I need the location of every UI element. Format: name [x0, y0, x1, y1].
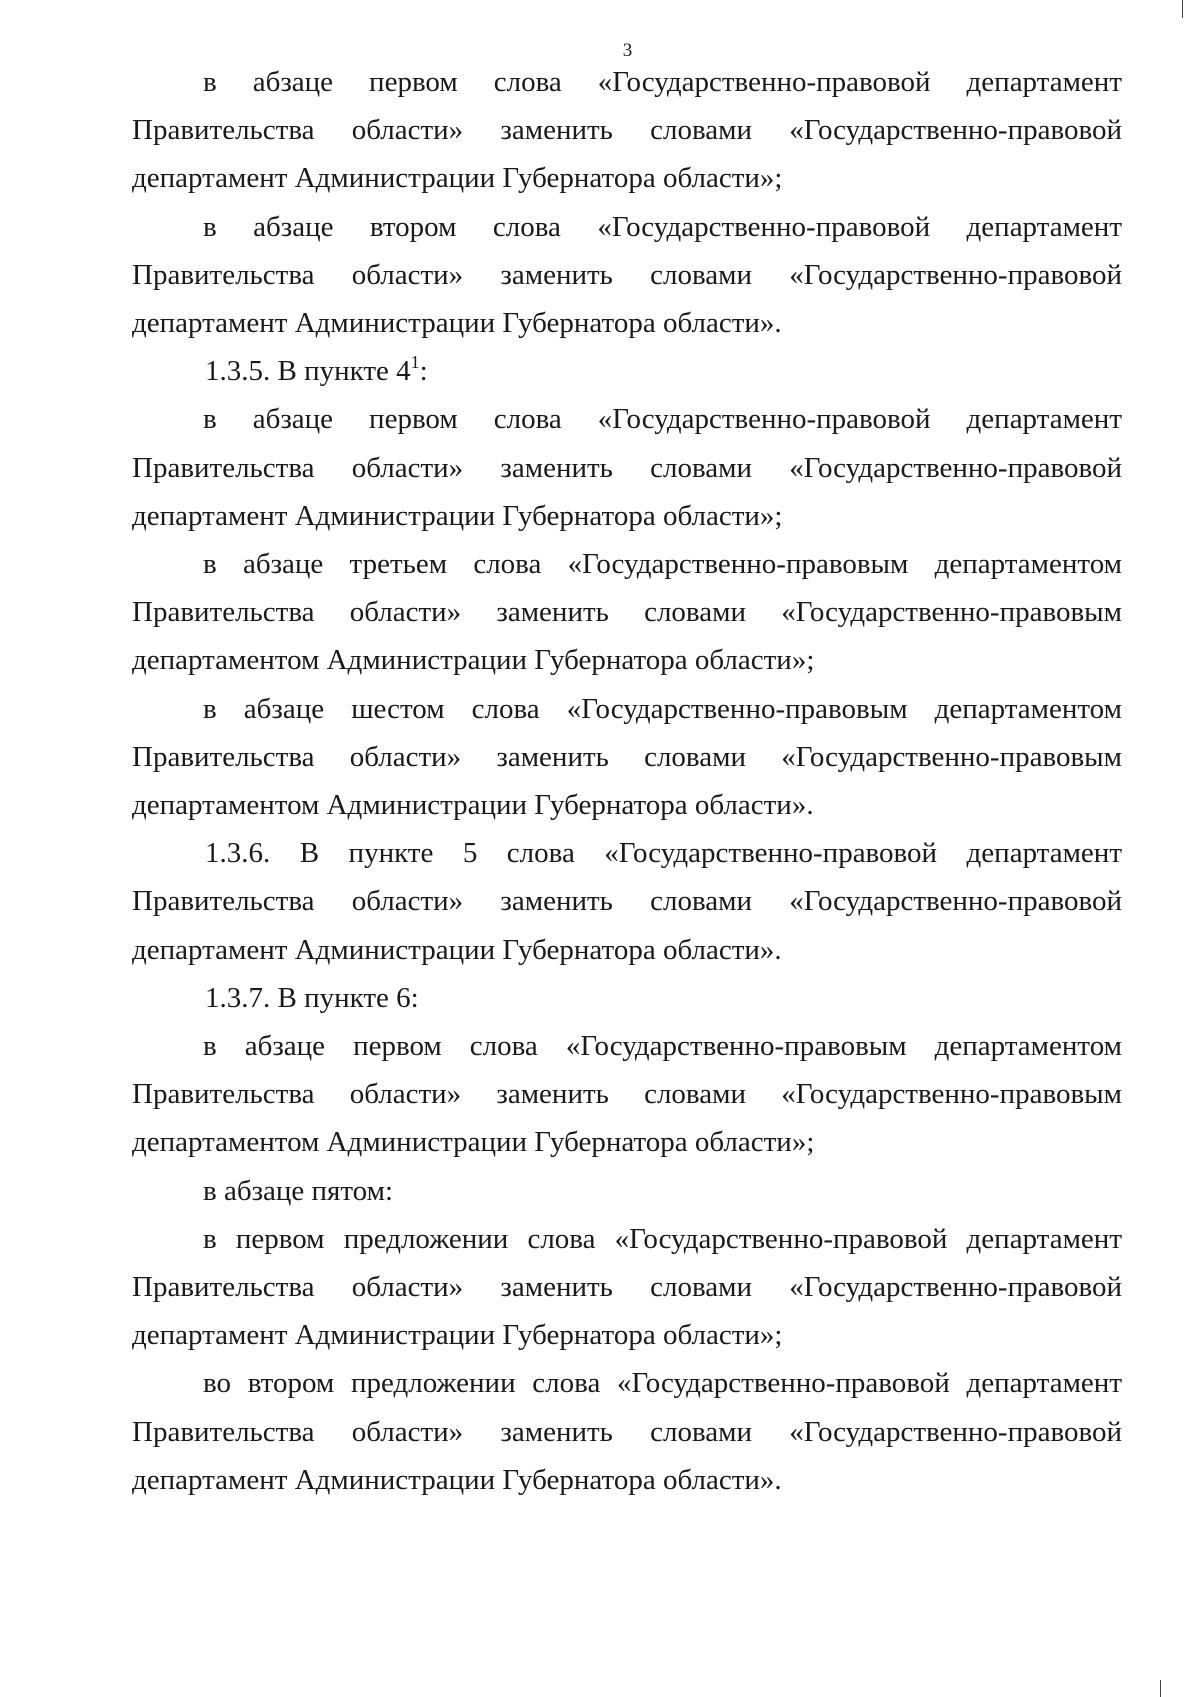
point-heading-text: 1.3.5. В пункте 4: [205, 355, 411, 388]
paragraph: в абзаце третьем слова «Государственно-правовым департаментом Правительства области» заменить словами «Государственно-правовым департаментом Администрации Губернатора области»;: [132, 548, 1122, 677]
scan-edge-mark: [1160, 1680, 1161, 1697]
point-heading: 1.3.7. В пункте 6:: [205, 981, 419, 1014]
point-heading-suffix: :: [419, 355, 428, 388]
paragraph: во втором предложении слова «Государственно-правовой департамент Правительства области» заменить словами «Государственно-правовой департамент Администрации Губернатора области».: [132, 1367, 1122, 1496]
document-body: [132, 58, 1122, 1504]
paragraph: в абзаце первом слова «Государственно-правовой департамент Правительства области» заменить словами «Государственно-правовой департамент Администрации Губернатора области»;: [132, 66, 1122, 195]
point-heading: [132, 347, 1122, 395]
point-heading-superscript: 1: [410, 352, 420, 373]
page-number: 3: [622, 40, 633, 61]
point-paragraph: 1.3.6. В пункте 5 слова «Государственно-правовой департамент Правительства области» заменить словами «Государственно-правовой департамент Администрации Губернатора области».: [132, 837, 1122, 966]
paragraph: в абзаце первом слова «Государственно-правовой департамент Правительства области» заменить словами «Государственно-правовой департамент Администрации Губернатора области»;: [132, 403, 1122, 532]
paragraph: в абзаце шестом слова «Государственно-правовым департаментом Правительства области» заменить словами «Государственно-правовым департаментом Администрации Губернатора области».: [132, 692, 1122, 822]
paragraph: в абзаце пятом:: [203, 1174, 394, 1207]
paragraph: в первом предложении слова «Государственно-правовой департамент Правительства области» заменить словами «Государственно-правовой департамент Администрации Губернатора области»;: [132, 1222, 1122, 1352]
paragraph: в абзаце втором слова «Государственно-правовой департамент Правительства области» заменить словами «Государственно-правовой департамент Администрации Губернатора области».: [132, 210, 1122, 340]
paragraph: в абзаце первом слова «Государственно-правовым департаментом Правительства области» заменить словами «Государственно-правовым департаментом Администрации Губернатора области»;: [132, 1030, 1122, 1159]
scan-edge-mark: [1182, 0, 1183, 18]
